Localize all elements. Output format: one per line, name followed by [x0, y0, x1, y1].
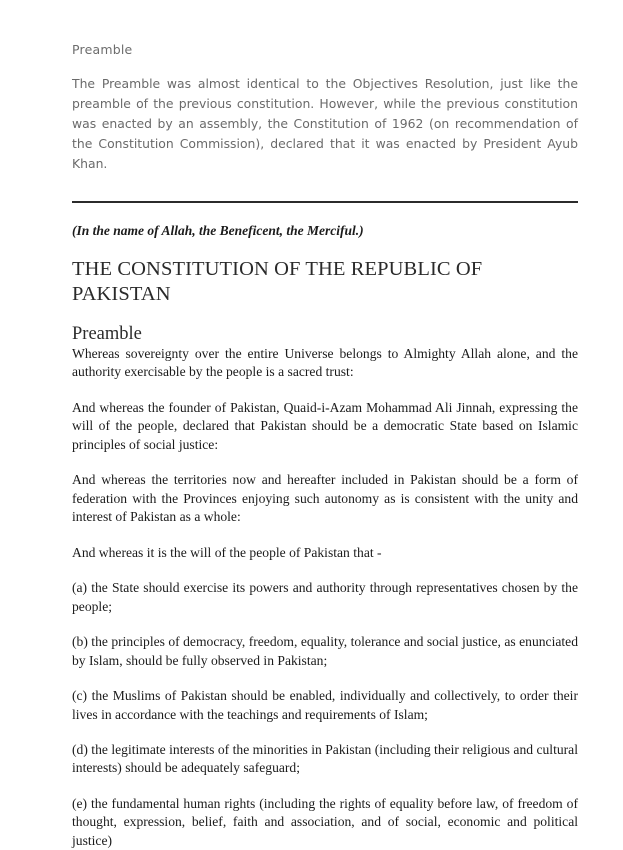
- preamble-list-item-d: (d) the legitimate interests of the minorities in Pakistan (including their religious and cultural interests) should be adequately safeguard;: [72, 741, 578, 776]
- bismillah-line: (In the name of Allah, the Beneficent, the Merciful.): [72, 223, 364, 239]
- preamble-paragraph: And whereas the territories now and hereafter included in Pakistan should be a form of federation with the Provinces enjoying such autonomy as is consistent with the unity and interest of Pakistan as a whole:: [72, 472, 578, 525]
- preamble-list-item-e: (e) the fundamental human rights (including the rights of equality before law, of freedom of thought, expression, belief, faith and association, and of social, economic and political justice): [72, 795, 578, 848]
- preamble-paragraph: Whereas sovereignty over the entire Universe belongs to Almighty Allah alone, and the authority exercisable by the people is a sacred trust:: [72, 345, 578, 380]
- document-content: [72, 0, 578, 850]
- preamble-paragraph: And whereas the founder of Pakistan, Quaid-i-Azam Mohammad Ali Jinnah, expressing the will of the people, declared that Pakistan should be a democratic State based on Islamic principles of social justice:: [72, 399, 578, 452]
- intro-body-paragraph: The Preamble was almost identical to the Objectives Resolution, just like the preamble of the previous constitution. However, while the previous constitution was enacted by an assembly, the Constitution of 1962 (on recommendation of the Constitution Commission), declared that it was enacted by President Ayub Khan.: [72, 76, 578, 172]
- document-title: THE CONSTITUTION OF THE REPUBLIC OF PAKISTAN: [72, 258, 483, 305]
- preamble-list-item-c: (c) the Muslims of Pakistan should be enabled, individually and collectively, to order their lives in accordance with the teachings and requirements of Islam;: [72, 688, 578, 722]
- preamble-paragraph: And whereas it is the will of the people of Pakistan that -: [72, 544, 382, 560]
- intro-heading: Preamble: [72, 42, 133, 57]
- preamble-subheading: Preamble: [72, 323, 142, 344]
- preamble-list-item-b: (b) the principles of democracy, freedom, equality, tolerance and social justice, as enunciated by Islam, should be fully observed in Pakistan;: [72, 634, 578, 668]
- preamble-list-item-a: (a) the State should exercise its powers and authority through representatives chosen by the people;: [72, 580, 578, 614]
